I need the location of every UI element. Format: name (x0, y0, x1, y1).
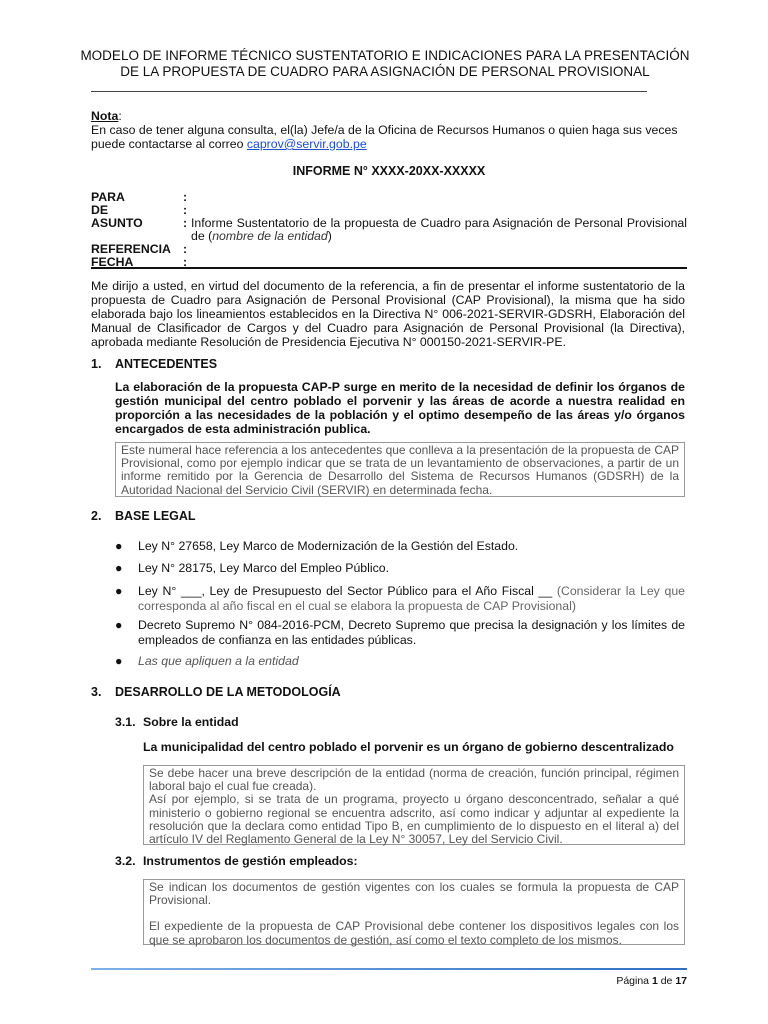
bullet-icon: ● (115, 618, 123, 632)
subsection-3-1-body: La municipalidad del centro poblado el porvenir es un órgano de gobierno descentralizado (143, 740, 674, 754)
bullet-icon: ● (115, 539, 123, 553)
fecha-label: FECHA (91, 255, 134, 269)
list-item: ● Las que apliquen a la entidad (115, 654, 299, 668)
para-label: PARA (91, 190, 125, 204)
section-1-body: La elaboración de la propuesta CAP-P surge en merito de la necesidad de definir los órganos de gestión municipal del centro poblado el porvenir y las áreas de acorde a nuestra realidad en proporción a las necesidades de la población y el optimo desempeño de las áreas y/o órganos encargados de esta administración publica. (115, 380, 685, 436)
bullet-icon: ● (115, 654, 123, 668)
asunto-label: ASUNTO (91, 216, 143, 230)
bullet-icon: ● (115, 561, 123, 575)
nota-label: Nota (91, 109, 119, 123)
de-colon: : (183, 203, 188, 217)
section-1-heading: 1. ANTECEDENTES (91, 357, 218, 371)
fiscal-law-note: (Considerar la Ley que corresponda al año fiscal en el cual se elabora la propuesta de CAP Provisional) (138, 584, 686, 614)
subsection-3-1-heading: 3.1. Sobre la entidad (115, 715, 239, 729)
para-row (91, 191, 687, 204)
list-item: ● Ley N° 28175, Ley Marco del Empleo Público. (115, 561, 389, 575)
title-line-2: DE LA PROPUESTA DE CUADRO PARA ASIGNACIÓN DE PERSONAL PROVISIONAL (120, 64, 650, 79)
nota-colon: : (118, 109, 122, 123)
section-2-heading: 2. BASE LEGAL (91, 509, 196, 523)
asunto-text: Informe Sustentatorio de la propuesta de Cuadro para Asignación de Personal Provisional de ( (191, 216, 687, 243)
header-divider (91, 267, 687, 269)
footer-divider (91, 968, 687, 970)
email-link[interactable]: caprov@servir.gob.pe (246, 137, 367, 151)
asunto-entity-placeholder: nombre de la entidad (212, 229, 328, 243)
referencia-label: REFERENCIA (91, 242, 171, 256)
asunto-colon: : (183, 216, 188, 230)
section-3-heading: 3. DESARROLLO DE LA METODOLOGÍA (91, 685, 341, 699)
list-item: ● Ley N° 27658, Ley Marco de Modernización de la Gestión del Estado. (115, 539, 519, 553)
bullet-icon: ● (115, 584, 123, 598)
nota-text: En caso de tener alguna consulta, el(la) Jefe/a de la Oficina de Recursos Humanos o quien haga sus veces puede contactarse al correo (91, 123, 678, 151)
informe-number: INFORME N° XXXX-20XX-XXXXX (292, 164, 486, 178)
asunto-row: ASUNTO : Informe Sustentatorio de la propuesta de Cuadro para Asignación de Personal Provisional de (nombre de la entidad) (91, 216, 687, 243)
para-colon: : (183, 190, 188, 204)
document-title (80, 48, 690, 80)
list-item: ● Decreto Supremo N° 084-2016-PCM, Decreto Supremo que precisa la designación y los límites de empleados de confianza en las entidades públicas. (115, 618, 685, 648)
fecha-colon: : (183, 255, 188, 269)
subsection-3-2-note-p2: El expediente de la propuesta de CAP Provisional debe contener los dispositivos legales con los que se aprobaron los documentos de gestión, así como el texto completo de los mismos. (149, 919, 679, 947)
referencia-colon: : (183, 242, 188, 256)
subsection-3-1-note-box (143, 765, 685, 845)
subsection-3-2-note-box (143, 879, 685, 945)
subsection-3-1-note-p1: Se debe hacer una breve descripción de la entidad (norma de creación, función principal, régimen laboral bajo el cual fue creada). (149, 766, 679, 794)
memo-header (91, 191, 687, 269)
nota-block (91, 109, 691, 151)
list-item: ● Ley N° ___, Ley de Presupuesto del Sector Público para el Año Fiscal __ (Considerar la Ley que corresponda al año fiscal en el cual se elabora la propuesta de CAP Provisional) (115, 584, 686, 614)
page-counter: Página 1 de 17 (616, 975, 687, 987)
subsection-3-1-note-p2: Así por ejemplo, si se trata de un programa, proyecto u órgano desconcentrado, señalar a qué ministerio o gobierno regional se encuentra adscrito, así como indicar y adjuntar al expediente la resolución que la declara como entidad Tipo B, en cumplimiento de lo dispuesto en el literal a) del artículo IV del Reglamento General de la Ley N° 30057, Ley del Servicio Civil. (149, 792, 679, 847)
referencia-row (91, 243, 687, 256)
total-pages: 17 (675, 975, 687, 987)
intro-paragraph: Me dirijo a usted, en virtud del documento de la referencia, a fin de presentar el informe sustentatorio de la propuesta de Cuadro para Asignación de Personal Provisional (CAP Provisional), la misma que ha sido elaborada bajo los lineamientos establecidos en la Directiva N° 006-2021-SERVIR-GDSRH, Elaboración del Manual de Clasificador de Cargos y del Cuadro para Asignación de Personal Provisional (la Directiva), aprobada mediante Resolución de Presidencia Ejecutiva N° 000150-2021-SERVIR-PE. (91, 279, 685, 349)
section-1-note: Este numeral hace referencia a los antecedentes que conlleva a la presentación de la propuesta de CAP Provisional, como por ejemplo indicar que se trata de un levantamiento de observaciones, a partir de un informe remitido por la Gerencia de Desarrollo del Sistema de Recursos Humanos (GDSRH) de la Autoridad Nacional del Servicio Civil (SERVIR) en determinada fecha. (121, 443, 679, 497)
current-page: 1 (651, 975, 658, 987)
de-label: DE (91, 203, 109, 217)
section-1-note-box (115, 442, 685, 497)
subsection-3-2-heading: 3.2. Instrumentos de gestión empleados: (115, 854, 358, 868)
subsection-3-2-note-p1: Se indican los documentos de gestión vigentes con los cuales se formula la propuesta de CAP Provisional. (149, 880, 679, 908)
title-underline (91, 91, 647, 92)
title-line-1: MODELO DE INFORME TÉCNICO SUSTENTATORIO E INDICACIONES PARA LA PRESENTACIÓN (80, 48, 690, 63)
